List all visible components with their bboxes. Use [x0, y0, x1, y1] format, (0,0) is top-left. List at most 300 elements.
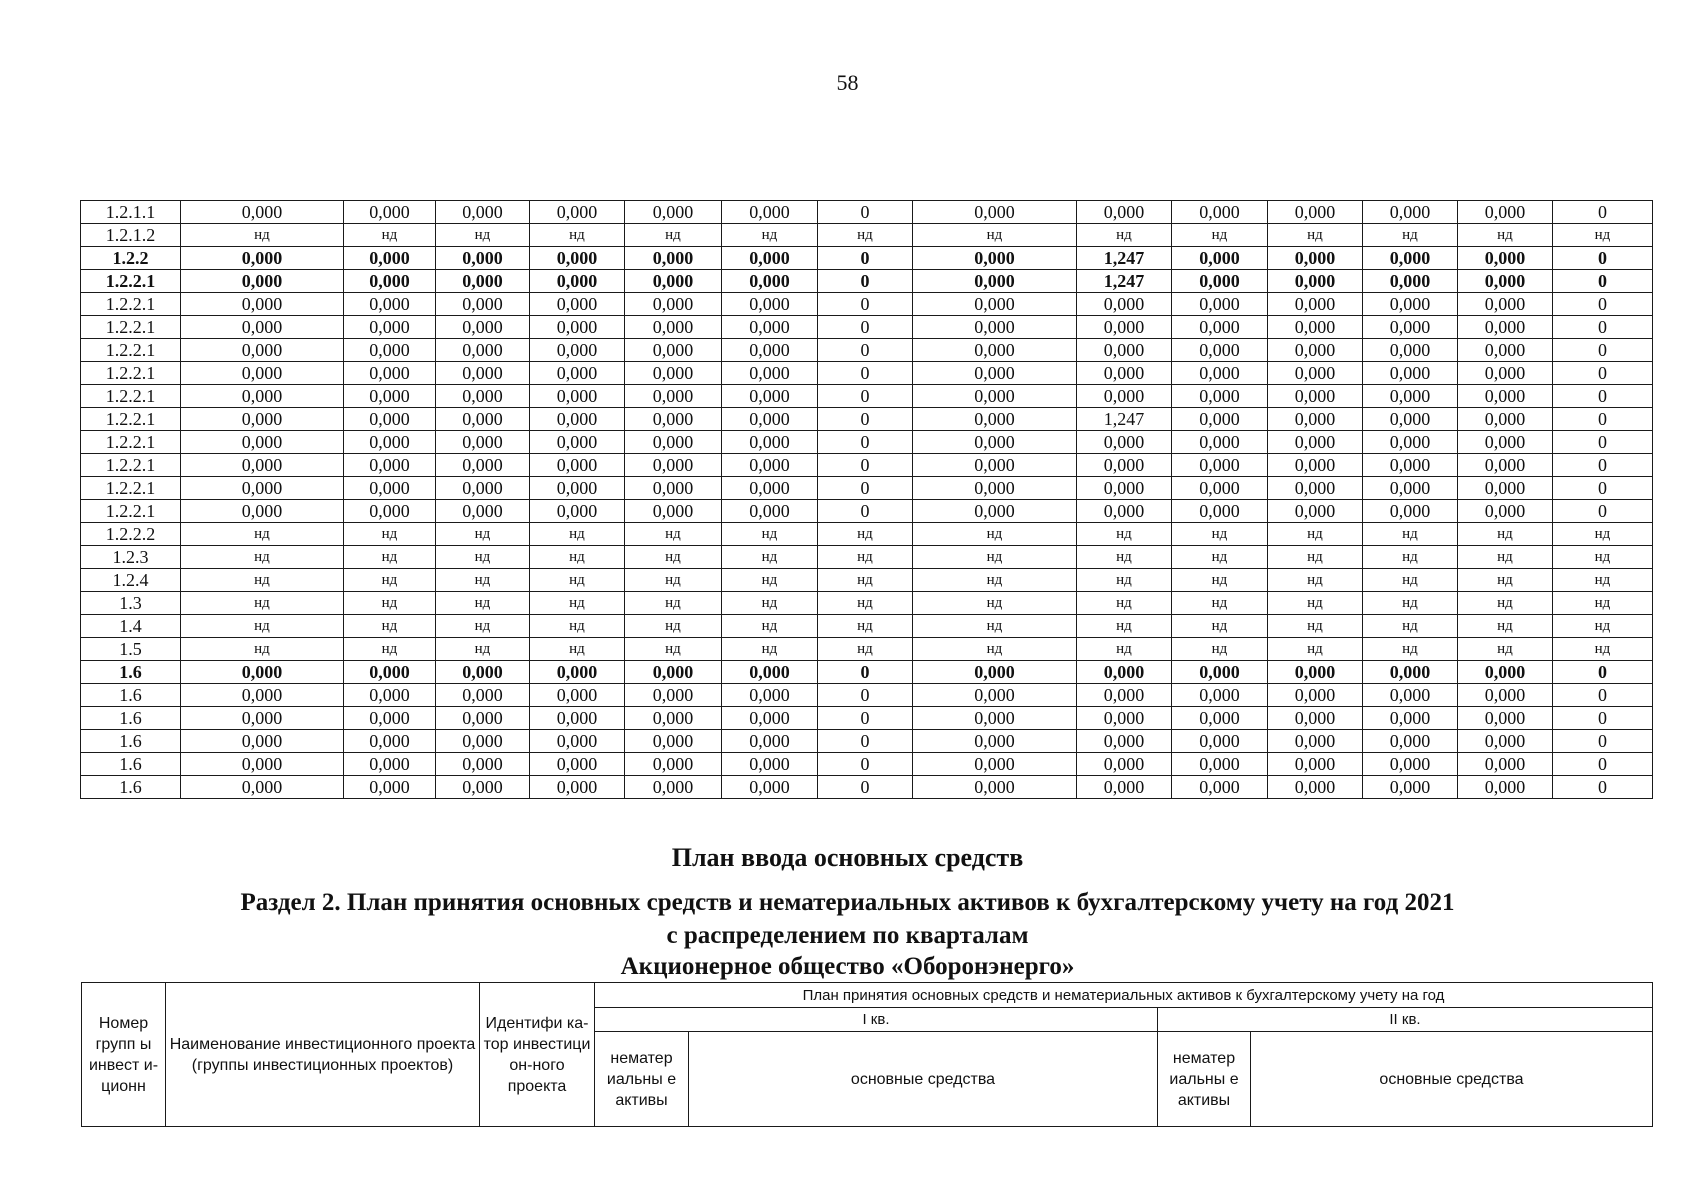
table-row — [81, 270, 1653, 293]
table-cell: нд — [722, 638, 818, 661]
row-number-cell: 1.2.2.1 — [81, 316, 181, 339]
table-cell: нд — [722, 546, 818, 569]
q1-fixed-assets-header: основные средства — [689, 1032, 1158, 1127]
table-cell: нд — [1363, 638, 1458, 661]
col-group-number-header: Номер групп ы инвест и- ционн — [82, 983, 166, 1127]
table-row — [81, 431, 1653, 454]
table-cell: 0,000 — [1172, 431, 1268, 454]
table-cell: нд — [1077, 592, 1172, 615]
table-cell: 0 — [1553, 776, 1653, 799]
table-cell: 0 — [818, 385, 913, 408]
table-cell: 0,000 — [1363, 316, 1458, 339]
table-cell: нд — [344, 592, 436, 615]
table-cell: нд — [344, 523, 436, 546]
table-cell: 0,000 — [722, 776, 818, 799]
table-cell: 0,000 — [1458, 201, 1553, 224]
table-cell: 0,000 — [1077, 776, 1172, 799]
table-cell: нд — [913, 638, 1077, 661]
table-cell: 0,000 — [1458, 247, 1553, 270]
table-cell: 0 — [818, 270, 913, 293]
section-subtitle: с распределением по кварталам — [666, 922, 1029, 949]
table-cell: 0,000 — [1077, 684, 1172, 707]
table-cell: нд — [436, 224, 530, 247]
table-cell: 0,000 — [530, 500, 625, 523]
table-cell: нд — [1363, 615, 1458, 638]
table-cell: нд — [530, 569, 625, 592]
table-cell: 0,000 — [1458, 270, 1553, 293]
table-cell: нд — [722, 592, 818, 615]
table-cell: 0,000 — [1363, 661, 1458, 684]
table-cell: 0,000 — [1363, 776, 1458, 799]
table-cell: 0,000 — [722, 385, 818, 408]
row-number-cell: 1.5 — [81, 638, 181, 661]
table-cell: нд — [344, 569, 436, 592]
table-cell: 0,000 — [436, 776, 530, 799]
table-cell: 0,000 — [1172, 408, 1268, 431]
table-cell: 0 — [818, 431, 913, 454]
table-cell: нд — [1172, 569, 1268, 592]
table-cell: нд — [530, 224, 625, 247]
row-number-cell: 1.6 — [81, 730, 181, 753]
table-cell: нд — [1553, 224, 1653, 247]
table-cell: 0,000 — [625, 730, 722, 753]
table-cell: 1,247 — [1077, 270, 1172, 293]
table-cell: 0,000 — [181, 362, 344, 385]
table-cell: 0,000 — [1268, 293, 1363, 316]
table-cell: 0,000 — [1077, 753, 1172, 776]
table-cell: 0,000 — [436, 500, 530, 523]
table-cell: 0,000 — [722, 477, 818, 500]
table-cell: 0 — [1553, 247, 1653, 270]
table-row — [81, 293, 1653, 316]
row-number-cell: 1.2.2.1 — [81, 339, 181, 362]
table-cell: 0,000 — [530, 431, 625, 454]
table-row — [81, 592, 1653, 615]
table-cell: 0,000 — [722, 293, 818, 316]
table-cell: 0,000 — [625, 339, 722, 362]
table-cell: 0 — [818, 500, 913, 523]
table-cell: 0,000 — [344, 339, 436, 362]
table-cell: нд — [722, 224, 818, 247]
table-cell: нд — [913, 569, 1077, 592]
table-cell: 0,000 — [1077, 201, 1172, 224]
table-cell: 0,000 — [181, 684, 344, 707]
table-row — [81, 730, 1653, 753]
table-cell: 0 — [818, 201, 913, 224]
table-cell: 0,000 — [722, 201, 818, 224]
table-cell: 0,000 — [344, 293, 436, 316]
company-name: Акционерное общество «Оборонэнерго» — [620, 953, 1075, 980]
table-cell: нд — [1363, 546, 1458, 569]
table-row — [81, 362, 1653, 385]
table-cell: 0,000 — [181, 385, 344, 408]
table-cell: 0,000 — [913, 408, 1077, 431]
table-cell: 0 — [818, 753, 913, 776]
table-cell: нд — [625, 523, 722, 546]
table-cell: 0,000 — [913, 362, 1077, 385]
table-cell: 0,000 — [181, 776, 344, 799]
table-cell: 0 — [818, 316, 913, 339]
row-number-cell: 1.2.1.2 — [81, 224, 181, 247]
table-cell: 0,000 — [344, 247, 436, 270]
table-cell: 0,000 — [625, 707, 722, 730]
table-cell: 0,000 — [530, 247, 625, 270]
table-cell: 0,000 — [436, 707, 530, 730]
table-cell: нд — [913, 546, 1077, 569]
table-cell: 0 — [818, 730, 913, 753]
table-cell: 0,000 — [625, 477, 722, 500]
table-cell: нд — [1363, 224, 1458, 247]
table-cell: нд — [1458, 638, 1553, 661]
table-cell: 0,000 — [625, 362, 722, 385]
table-cell: 0,000 — [913, 730, 1077, 753]
page-number: 58 — [836, 70, 859, 95]
table-row — [81, 684, 1653, 707]
table-cell: нд — [1553, 523, 1653, 546]
table-row — [81, 454, 1653, 477]
table-cell: 0,000 — [625, 753, 722, 776]
table-cell: 0,000 — [1458, 776, 1553, 799]
table-cell: 0,000 — [913, 454, 1077, 477]
table-cell: нд — [436, 638, 530, 661]
table-cell: 0,000 — [436, 477, 530, 500]
table-cell: 0,000 — [530, 201, 625, 224]
table-cell: 0,000 — [1172, 776, 1268, 799]
table-cell: 0 — [818, 339, 913, 362]
table-cell: 0,000 — [1172, 753, 1268, 776]
table-cell: нд — [1172, 546, 1268, 569]
table-cell: 0,000 — [913, 500, 1077, 523]
table-cell: 0,000 — [530, 454, 625, 477]
table-cell: 0 — [1553, 339, 1653, 362]
table-cell: 0,000 — [181, 316, 344, 339]
table-cell: нд — [530, 546, 625, 569]
table-cell: нд — [344, 615, 436, 638]
row-number-cell: 1.2.4 — [81, 569, 181, 592]
table-cell: 0,000 — [1268, 753, 1363, 776]
table-cell: 0,000 — [181, 408, 344, 431]
table-cell: 0,000 — [181, 730, 344, 753]
table-cell: 0,000 — [913, 247, 1077, 270]
table-cell: нд — [1458, 615, 1553, 638]
table-cell: 0,000 — [530, 270, 625, 293]
table-cell: 0,000 — [181, 454, 344, 477]
section-title: Раздел 2. План принятия основных средств и нематериальных активов к бухгалтерскому учету на год 2021 — [240, 889, 1455, 916]
col-project-name-header: Наименование инвестиционного проекта (группы инвестиционных проектов) — [166, 983, 480, 1127]
table-cell: 0,000 — [625, 684, 722, 707]
table-cell: 0,000 — [1458, 500, 1553, 523]
table-cell: 0,000 — [1077, 730, 1172, 753]
table-cell: 0,000 — [722, 362, 818, 385]
table-cell: 0,000 — [722, 500, 818, 523]
table-cell: 0 — [1553, 684, 1653, 707]
table-cell: 0,000 — [1172, 684, 1268, 707]
table-cell: 0,000 — [625, 247, 722, 270]
table-cell: 0,000 — [1363, 408, 1458, 431]
table-cell: 0,000 — [436, 339, 530, 362]
table-cell: нд — [436, 615, 530, 638]
row-number-cell: 1.2.3 — [81, 546, 181, 569]
table-cell: 0,000 — [625, 776, 722, 799]
table-cell: нд — [818, 569, 913, 592]
table-cell: 0,000 — [1458, 316, 1553, 339]
table-cell: нд — [1363, 569, 1458, 592]
table-cell: 0,000 — [344, 362, 436, 385]
table-cell: нд — [1077, 615, 1172, 638]
table-cell: нд — [181, 638, 344, 661]
table-cell: 0,000 — [181, 339, 344, 362]
table-cell: 0,000 — [1363, 431, 1458, 454]
table-cell: нд — [1077, 569, 1172, 592]
table-cell: 0,000 — [722, 247, 818, 270]
table-cell: нд — [1268, 546, 1363, 569]
table-cell: 0,000 — [1458, 753, 1553, 776]
table-cell: 0 — [818, 661, 913, 684]
table-cell: 0,000 — [181, 707, 344, 730]
table-cell: нд — [1458, 546, 1553, 569]
table-cell: 0,000 — [913, 385, 1077, 408]
table-cell: 0,000 — [530, 753, 625, 776]
table-cell: нд — [1553, 546, 1653, 569]
table-cell: нд — [181, 569, 344, 592]
table-cell: 0,000 — [722, 316, 818, 339]
table-cell: 0,000 — [1363, 707, 1458, 730]
table-cell: 0 — [1553, 500, 1653, 523]
table-cell: нд — [625, 638, 722, 661]
table-cell: нд — [1268, 638, 1363, 661]
row-number-cell: 1.6 — [81, 753, 181, 776]
table-cell: 0 — [818, 408, 913, 431]
table-cell: 0,000 — [913, 270, 1077, 293]
table-cell: 0,000 — [1268, 500, 1363, 523]
table-cell: нд — [818, 523, 913, 546]
table-cell: 0 — [818, 477, 913, 500]
table-cell: 0,000 — [1172, 454, 1268, 477]
table-row — [81, 707, 1653, 730]
row-number-cell: 1.4 — [81, 615, 181, 638]
quarter-2-header: II кв. — [1158, 1008, 1653, 1032]
table-cell: нд — [436, 546, 530, 569]
table-cell: 0,000 — [181, 500, 344, 523]
table-cell: 0,000 — [1363, 362, 1458, 385]
table-cell: 0 — [818, 707, 913, 730]
table-row — [81, 661, 1653, 684]
table-cell: нд — [625, 224, 722, 247]
table-cell: 0,000 — [1172, 339, 1268, 362]
table-cell: 0,000 — [181, 753, 344, 776]
table-cell: 0,000 — [436, 362, 530, 385]
table-cell: 0,000 — [1172, 270, 1268, 293]
table-cell: 0,000 — [1077, 339, 1172, 362]
table-cell: нд — [1268, 615, 1363, 638]
table-cell: 0 — [818, 776, 913, 799]
table-cell: 0,000 — [1458, 454, 1553, 477]
q2-fixed-assets-header: основные средства — [1251, 1032, 1653, 1127]
table-cell: 0,000 — [625, 661, 722, 684]
table-cell: 0,000 — [181, 270, 344, 293]
table-cell: нд — [722, 569, 818, 592]
table-cell: 0 — [1553, 201, 1653, 224]
table-cell: 0,000 — [436, 293, 530, 316]
table-cell: 0,000 — [913, 293, 1077, 316]
table-cell: 0,000 — [913, 661, 1077, 684]
table-cell: 0,000 — [1268, 362, 1363, 385]
table-cell: 0,000 — [625, 316, 722, 339]
table-cell: 0,000 — [913, 707, 1077, 730]
row-number-cell: 1.6 — [81, 684, 181, 707]
table-cell: 0,000 — [530, 339, 625, 362]
table-cell: 0,000 — [722, 339, 818, 362]
table-cell: 0,000 — [181, 293, 344, 316]
table-row — [81, 569, 1653, 592]
table-cell: 0 — [1553, 293, 1653, 316]
table-cell: нд — [1553, 615, 1653, 638]
table-cell: 0,000 — [1268, 339, 1363, 362]
table-cell: 0 — [818, 293, 913, 316]
table-cell: нд — [1458, 224, 1553, 247]
table-cell: 0,000 — [1458, 362, 1553, 385]
table-cell: 0,000 — [1077, 454, 1172, 477]
table-cell: 0,000 — [913, 477, 1077, 500]
table-cell: 1,247 — [1077, 247, 1172, 270]
row-number-cell: 1.2.2.1 — [81, 477, 181, 500]
table-cell: 0 — [1553, 270, 1653, 293]
table-cell: 0,000 — [1363, 730, 1458, 753]
table-cell: нд — [1172, 638, 1268, 661]
table-cell: нд — [818, 615, 913, 638]
table-cell: 0 — [1553, 316, 1653, 339]
table-cell: 0,000 — [344, 707, 436, 730]
table-cell: нд — [818, 638, 913, 661]
table-cell: нд — [1268, 224, 1363, 247]
table-cell: 0,000 — [1268, 707, 1363, 730]
table-cell: 0,000 — [1172, 293, 1268, 316]
row-number-cell: 1.6 — [81, 776, 181, 799]
table-cell: 0,000 — [181, 661, 344, 684]
table-cell: нд — [722, 523, 818, 546]
table-cell: 0,000 — [344, 661, 436, 684]
table-cell: 0,000 — [530, 477, 625, 500]
table-cell: 0,000 — [436, 247, 530, 270]
table-cell: 0,000 — [625, 431, 722, 454]
table-cell: нд — [1268, 569, 1363, 592]
table-cell: 0,000 — [913, 201, 1077, 224]
table-cell: 0,000 — [436, 454, 530, 477]
table-cell: 0 — [1553, 707, 1653, 730]
table-cell: 0,000 — [625, 385, 722, 408]
table-cell: 0,000 — [1077, 707, 1172, 730]
table-cell: 0,000 — [1268, 270, 1363, 293]
table-cell: 0,000 — [1363, 270, 1458, 293]
table-cell: 0,000 — [722, 707, 818, 730]
investment-data-table — [80, 200, 1653, 799]
table-cell: 0 — [1553, 477, 1653, 500]
table-cell: 0,000 — [1077, 477, 1172, 500]
table-cell: 0,000 — [1363, 500, 1458, 523]
row-number-cell: 1.2.2.1 — [81, 385, 181, 408]
table-cell: 0 — [1553, 408, 1653, 431]
table-cell: нд — [181, 615, 344, 638]
table-cell: 0,000 — [436, 431, 530, 454]
table-cell: нд — [913, 615, 1077, 638]
table-cell: 0,000 — [722, 661, 818, 684]
table-cell: нд — [1553, 592, 1653, 615]
table-cell: нд — [1268, 592, 1363, 615]
table-cell: 0 — [1553, 454, 1653, 477]
table-cell: 0,000 — [181, 477, 344, 500]
table-cell: 0,000 — [530, 776, 625, 799]
table-cell: 0,000 — [625, 408, 722, 431]
table-cell: 0 — [1553, 661, 1653, 684]
q2-intangible-assets-header: нематер иальны е активы — [1158, 1032, 1251, 1127]
table-cell: 0,000 — [530, 385, 625, 408]
table-row — [81, 201, 1653, 224]
table-cell: 0,000 — [1077, 500, 1172, 523]
table-cell: 0,000 — [181, 247, 344, 270]
table-cell: 0,000 — [181, 201, 344, 224]
table-cell: нд — [344, 546, 436, 569]
table-row — [81, 247, 1653, 270]
table-cell: нд — [344, 638, 436, 661]
table-cell: 0,000 — [1268, 661, 1363, 684]
table-cell: нд — [1553, 569, 1653, 592]
table-cell: 0,000 — [1172, 707, 1268, 730]
table-cell: 0,000 — [344, 730, 436, 753]
table-cell: 0 — [818, 684, 913, 707]
table-cell: нд — [1553, 638, 1653, 661]
table-cell: 0,000 — [436, 408, 530, 431]
table-row — [81, 224, 1653, 247]
table-cell: нд — [913, 523, 1077, 546]
table-cell: 0 — [818, 454, 913, 477]
table-cell: 0,000 — [1458, 431, 1553, 454]
table-cell: 0 — [1553, 431, 1653, 454]
table-row — [81, 408, 1653, 431]
table-cell: 0,000 — [913, 339, 1077, 362]
table-row — [81, 638, 1653, 661]
table-cell: 0,000 — [1363, 753, 1458, 776]
table-cell: 0,000 — [722, 408, 818, 431]
table-cell: 0,000 — [436, 661, 530, 684]
row-number-cell: 1.2.2.1 — [81, 408, 181, 431]
table-cell: нд — [1363, 592, 1458, 615]
table-cell: 0,000 — [913, 316, 1077, 339]
table-cell: 0,000 — [344, 454, 436, 477]
table-cell: нд — [530, 638, 625, 661]
table-cell: 0,000 — [1458, 661, 1553, 684]
table-cell: нд — [1363, 523, 1458, 546]
table-cell: 0,000 — [344, 270, 436, 293]
table-cell: 0 — [1553, 385, 1653, 408]
table-row — [81, 339, 1653, 362]
table-cell: 0,000 — [1172, 500, 1268, 523]
table-cell: 0,000 — [344, 316, 436, 339]
acceptance-plan-table — [81, 982, 1653, 1127]
table-cell: нд — [181, 523, 344, 546]
table-cell: нд — [1458, 523, 1553, 546]
table-cell: 0,000 — [344, 500, 436, 523]
table-cell: 0,000 — [722, 454, 818, 477]
table-cell: нд — [625, 615, 722, 638]
table-cell: 0,000 — [625, 270, 722, 293]
table-cell: 0,000 — [1172, 247, 1268, 270]
table-row — [81, 776, 1653, 799]
table-cell: 0,000 — [344, 431, 436, 454]
table-cell: нд — [1077, 523, 1172, 546]
table-cell: нд — [436, 592, 530, 615]
table-cell: 0,000 — [1077, 362, 1172, 385]
table-cell: 0,000 — [1363, 385, 1458, 408]
